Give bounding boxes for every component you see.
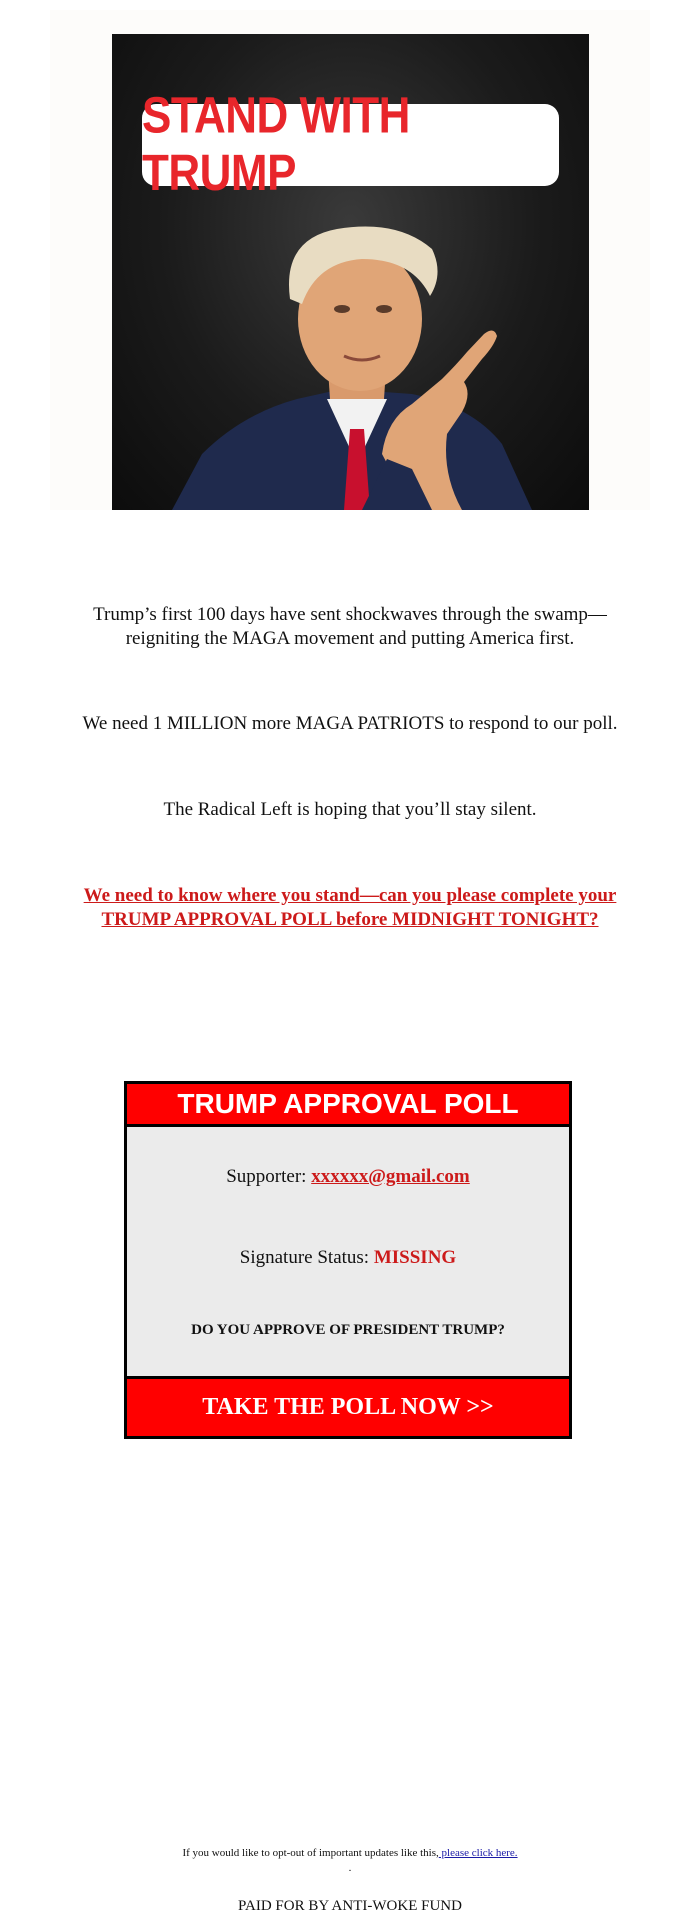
- supporter-email-link[interactable]: xxxxxx@gmail.com: [311, 1166, 470, 1187]
- cta-line-2: TRUMP APPROVAL POLL before MIDNIGHT TONIGHT?: [101, 909, 599, 930]
- poll-cta-link[interactable]: [60, 884, 640, 932]
- take-poll-button[interactable]: [127, 1376, 569, 1436]
- hero-image-container: [50, 10, 650, 510]
- signature-line: [127, 1247, 569, 1269]
- intro-line-2: reigniting the MAGA movement and putting America first.: [125, 628, 575, 649]
- footer-dot: .: [348, 1862, 352, 1874]
- signature-label: Signature Status:: [239, 1247, 374, 1268]
- poll-title: TRUMP APPROVAL POLL: [177, 1088, 519, 1119]
- paid-for-disclaimer: PAID FOR BY ANTI-WOKE FUND: [238, 1898, 462, 1914]
- portrait-illustration: [112, 34, 589, 510]
- signature-status: MISSING: [373, 1247, 457, 1268]
- hero-image[interactable]: [112, 34, 589, 510]
- poll-header: [127, 1084, 569, 1127]
- optout-line: [0, 1847, 700, 1859]
- silent-paragraph: The Radical Left is hoping that you’ll stay silent.: [163, 799, 537, 820]
- poll-question: DO YOU APPROVE OF PRESIDENT TRUMP?: [191, 1322, 505, 1338]
- cta-line-1: We need to know where you stand—can you please complete your: [83, 885, 617, 906]
- take-poll-button-label: TAKE THE POLL NOW >>: [202, 1394, 494, 1420]
- hero-banner-text: STAND WITH TRUMP: [142, 87, 410, 202]
- patriots-paragraph: We need 1 MILLION more MAGA PATRIOTS to respond to our poll.: [82, 713, 618, 734]
- intro-line-1: Trump’s first 100 days have sent shockwaves through the swamp—: [93, 604, 607, 625]
- poll-card: [124, 1081, 572, 1439]
- supporter-line: [127, 1166, 569, 1188]
- intro-paragraph: [0, 603, 700, 651]
- optout-text: If you would like to opt-out of important updates like this,: [182, 1847, 439, 1859]
- supporter-label: Supporter:: [226, 1166, 312, 1187]
- optout-link[interactable]: please click here.: [438, 1847, 518, 1859]
